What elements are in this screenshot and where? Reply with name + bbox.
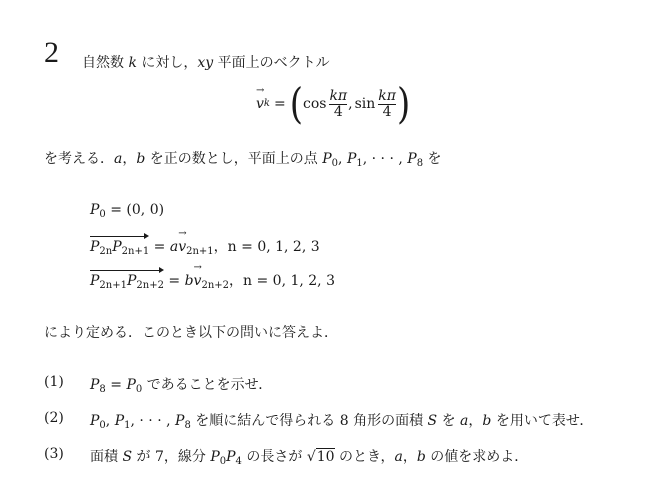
point-P: P [407,151,417,167]
sqrt-10: √10 [306,449,335,465]
sep: , [398,151,403,167]
vector-v: v → [256,96,264,112]
q3-comma: ， [402,449,417,465]
coef-a: a [169,239,179,255]
vector-arrow-2: $P_{2n+1}P_{2n+2}$ [90,273,164,291]
var-a: a [114,151,123,167]
eq: = [105,377,127,393]
var-S: S [427,413,438,429]
q2-comma: ， [468,413,483,429]
def-line-1 [90,202,164,218]
var-k: k [128,55,137,71]
comma: , [348,96,353,112]
rhs-sub: 2n+1 [186,246,214,257]
intro-text [82,52,330,72]
frac-num: kπ [378,87,396,104]
question-1-label: (1) [44,374,64,390]
sep: , [338,151,343,167]
frac-den: 4 [382,103,392,120]
from-sub: 2n+1 [99,280,127,291]
s2-pre: を考える． [44,151,114,167]
question-2-label: (2) [44,410,64,426]
cond: ，n = 0, 1, 2, 3 [213,239,320,255]
intro-post: 平面上のベクトル [213,55,330,71]
var-xy: xy [197,55,214,71]
var-b: b [136,151,146,167]
q3-text2: が 7，線分 [132,449,211,465]
q3-text5: の値を求めよ． [425,449,529,465]
def-line-2: $P_{2n}P_{2n+1}$ = av $\to_{2n+1}$，n = 0, 1, 2, 3 [90,236,320,256]
sub-0: 0 [99,420,106,431]
question-3-label: (3) [44,446,64,462]
cos-text: cos [302,96,327,112]
sep: , [130,413,135,429]
p0-rhs: = (0, 0) [105,202,165,218]
fraction-sin [378,89,396,120]
sep: , [166,413,171,429]
right-paren: ) [396,79,411,129]
vector-arrow-1: $P_{2n}P_{2n+1}$ [90,239,150,257]
sub-8: 8 [99,384,106,395]
intro-mid: に対し， [136,55,198,71]
def-line-3: $P_{2n+1}P_{2n+2}$ = bv $\to_{2n+2}$，n = 0, 1, 2, 3 [90,270,335,290]
coef-b: b [184,273,194,289]
q2-text3: を用いて表せ． [491,413,594,429]
sep: , [362,151,368,167]
question-1 [90,374,272,394]
sentence-2 [44,148,442,168]
intro-pre: 自然数 [82,55,129,71]
left-paren: ( [289,79,303,129]
to-sub: 2n+2 [136,280,164,291]
sub-8: 8 [416,158,424,169]
dots: · · · [139,413,162,429]
point-P: P [90,413,100,429]
vector-v: v → [178,239,186,255]
point-P: P [226,449,236,465]
point-P: P [210,449,220,465]
fraction-cos [329,89,347,120]
sub-0: 0 [331,158,339,169]
s2-comma: ， [122,151,137,167]
from-sub: 2n [99,246,113,257]
frac-num: kπ [329,87,348,104]
var-S: S [122,449,133,465]
point-P0: P [126,377,136,393]
p0-sub: 0 [99,209,106,220]
q2-text1: を順に結んで得られる 8 角形の面積 [190,413,428,429]
s2-mid: を正の数とし，平面上の点 [145,151,323,167]
question-3 [90,446,528,466]
sub-0: 0 [219,456,227,467]
sub-4: 4 [235,456,242,467]
sentence-3: により定める．このとき以下の問いに答えよ． [44,325,338,341]
var-b: b [416,449,426,465]
point-P: P [322,151,332,167]
var-a: a [394,449,403,465]
q1-text: であることを示せ． [142,377,273,393]
point-P0: P [90,202,100,218]
dots: · · · [371,151,394,167]
frac-den: 4 [333,103,343,120]
equals: = [273,96,286,112]
rhs-sub: 2n+2 [201,280,230,291]
to-sub: 2n+1 [121,246,150,257]
sub-1: 1 [124,420,131,431]
sin-text: sin [354,96,376,112]
point-P8: P [90,377,100,393]
problem-number: 2 [44,36,59,69]
radicand: 10 [316,449,335,465]
point-P: P [346,151,357,167]
var-b: b [482,413,492,429]
vector-formula: v → k = ( cos $\frac{k\pi}{4}$ , sin $\frac{k\pi}{4}$ ) [256,84,410,124]
sub-0: 0 [135,384,143,395]
point-P: P [175,413,185,429]
var-a: a [460,413,469,429]
sub-8: 8 [184,420,191,431]
q3-text1: 面積 [90,449,123,465]
sub-1: 1 [356,158,363,169]
s2-post: を [423,151,442,167]
sep: , [105,413,111,429]
q3-text4: のとき， [334,449,395,465]
q2-text2: を [437,413,461,429]
cond: ，n = 0, 1, 2, 3 [229,273,335,289]
vector-v: v → [194,273,202,289]
point-P: P [114,413,125,429]
question-2 [90,410,593,430]
q3-text3: の長さが [241,449,307,465]
